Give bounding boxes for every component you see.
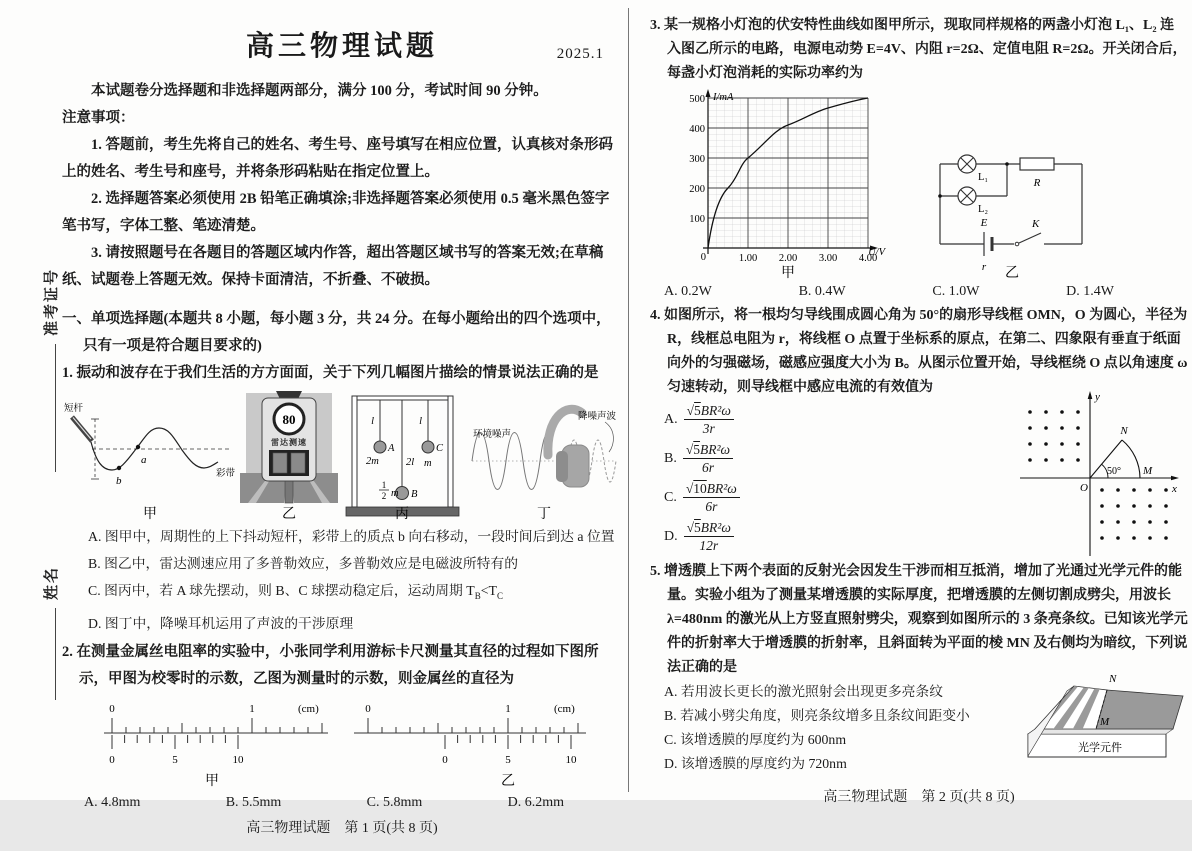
radical: √	[685, 480, 694, 496]
q1-option-c-sub2: C	[496, 590, 503, 601]
page-2	[650, 8, 1188, 820]
vernier-ticks	[445, 735, 571, 749]
fig-sign-caption: 乙	[282, 507, 296, 522]
q1-option-c-sub1: B	[474, 590, 481, 601]
q4-option-a-id: A.	[664, 411, 678, 427]
q1-option-c-mid: <T	[480, 583, 497, 598]
main-1: 1	[249, 702, 255, 715]
main-scale-ticks	[368, 718, 578, 733]
question-3-figures	[670, 88, 1188, 280]
ambient-noise-label: 环境噪声	[473, 430, 512, 440]
page-divider	[628, 8, 629, 792]
origin-label: O	[1080, 482, 1088, 494]
ytick-500: 500	[689, 94, 705, 105]
vernier-10: 10	[232, 753, 244, 766]
q4-option-c-fraction	[683, 481, 740, 514]
origin-label: 0	[700, 252, 706, 263]
q4-option-d-fraction	[684, 520, 734, 553]
y-axis-arrow	[706, 89, 711, 97]
lamp-2-label: L₂	[978, 204, 989, 215]
point-b-dot	[117, 466, 121, 470]
exam-date: 2025.1	[556, 46, 604, 62]
fig-vernier-measure	[348, 697, 590, 789]
resistor-label: R	[1033, 177, 1041, 189]
point-N-label: N	[1120, 425, 1128, 437]
xtick-4: 4.00	[858, 253, 878, 264]
q1-option-a: A. 图甲中，周期性的上下抖动短杆，彩带上的质点 b 向右移动，一段时间后到达 a 位置	[88, 529, 615, 544]
fig-graph-caption: 甲	[781, 266, 795, 281]
ball-B-label: B	[411, 489, 418, 500]
radicand: 5	[694, 519, 701, 535]
mass-B-numerator: 1	[381, 480, 387, 490]
y-axis-arrow	[1088, 391, 1093, 399]
page-2-footer: 高三物理试题 第 2 页(共 8 页)	[823, 790, 1015, 805]
vernier-10: 10	[565, 753, 577, 766]
anti-noise-label: 降噪声波	[577, 412, 616, 422]
q4-option-c-id: C.	[664, 489, 677, 505]
ball-C	[422, 441, 434, 453]
main-scale-ticks	[112, 718, 322, 733]
digit-cell-2	[291, 453, 305, 473]
y-axis-label: I/mA	[713, 92, 734, 103]
fig-vernier2-caption: 乙	[501, 773, 515, 789]
header	[62, 24, 622, 64]
fig-circuit	[912, 126, 1102, 280]
q1-option-c-pre: C. 图丙中，若 A 球先摆动，则 B、C 球摆动稳定后，运动周期 T	[88, 583, 475, 598]
fig-vernier1-caption: 甲	[205, 773, 219, 789]
junction-dot-left	[938, 194, 942, 198]
ear-pad	[556, 451, 568, 482]
arc-NM	[1122, 440, 1140, 478]
frame-right-post	[448, 396, 453, 507]
ball-C-label: C	[436, 443, 444, 454]
switch-lever	[1019, 233, 1041, 243]
q2-option-b: B. 5.5mm	[225, 794, 282, 810]
q2-option-d: D. 6.2mm	[507, 794, 564, 810]
vernier-0: 0	[109, 753, 115, 766]
field-dots-quadrant-4	[1100, 488, 1170, 542]
q5-option-b: B. 若减小劈尖角度，则亮条纹增多且条纹间距变小	[664, 708, 970, 723]
length-C-label: l	[419, 416, 422, 427]
section-1-heading: 一、单项选择题(本题共 8 小题，每小题 3 分，共 24 分。在每小题给出的四个选项中，只有一项是符合题目要求的)	[62, 311, 611, 354]
xtick-3: 3.00	[818, 253, 838, 264]
angle-label: 50°	[1107, 466, 1121, 477]
radical: √	[685, 441, 694, 457]
q2-option-a: A. 4.8mm	[84, 794, 141, 810]
notice-1: 1. 答题前，考生先将自己的姓名、考生号、座号填写在相应位置，认真核对条形码上的姓名、考生号和座号，并将条形码粘贴在指定位置上。	[62, 137, 613, 180]
ball-A	[374, 441, 386, 453]
switch-label: K	[1032, 218, 1040, 230]
ribbon-label: 彩带	[215, 469, 235, 479]
expression: BR²ω	[700, 441, 731, 457]
optical-element-label: 光学元件	[1078, 742, 1122, 754]
fig-radar-speed-sign	[240, 391, 338, 523]
q5-option-d: D. 该增透膜的厚度约为 720nm	[664, 756, 847, 771]
unit-label: (cm)	[554, 702, 575, 715]
fig-vernier-zero	[92, 697, 334, 789]
internal-resistance-label: r	[981, 261, 987, 273]
fig-head-caption: 丁	[537, 507, 551, 522]
frame-top-bar	[352, 396, 453, 400]
rod-label: 短杆	[64, 404, 84, 414]
denominator: 3r	[702, 420, 715, 436]
sign-pole	[285, 479, 293, 503]
exam-no-label: 准考证号	[44, 267, 60, 336]
question-1-figures	[62, 391, 622, 523]
ytick-300: 300	[689, 154, 705, 165]
radical: √	[686, 402, 695, 418]
xtick-2: 2.00	[778, 253, 798, 264]
notice-heading: 注意事项：	[62, 110, 135, 126]
fig-pend-caption: 丙	[395, 507, 409, 522]
mass-B-denominator: 2	[381, 491, 387, 501]
page-1	[62, 16, 622, 851]
lamp-1-label: L₁	[978, 172, 989, 183]
emf-label: E	[980, 217, 988, 229]
question-3-text: 3. 某一规格小灯泡的伏安特性曲线如图甲所示，现取同样规格的两盏小灯泡 L₁、L₂ 连入图乙所示的电路，电源电动势 E=4V、内阻 r=2Ω、定值电阻 R=2Ω。开关闭合后，每盏小灯泡消耗的实际功率约为	[650, 18, 1187, 81]
fig-wave-caption: 甲	[143, 507, 157, 522]
q3-option-b: B. 0.4W	[798, 284, 846, 299]
q5-option-c: C. 该增透膜的厚度约为 600nm	[664, 732, 847, 747]
seal-name	[40, 566, 61, 700]
question-4-text: 4. 如图所示，将一根均匀导线围成圆心角为 50°的扇形导线框 OMN，O 为圆心，半径为 R，线框总电阻为 r，将线框 O 点置于坐标系的原点，在第二、四象限有垂直于纸面向外的匀强磁场，磁感应强度大小为 B。从图示位置开始，导线框绕 O 点以角速度 ω 匀速转动，则导线框中感应电流的有效值为	[650, 308, 1188, 395]
q1-option-c	[88, 577, 622, 610]
vernier-ticks	[112, 735, 238, 749]
question-5-text: 5. 增透膜上下两个表面的反射光会因发生干涉而相互抵消，增加了光通过光学元件的能量。实验小组为了测量某增透膜的实际厚度，把增透膜的左侧切割成劈尖，用波长 λ=480nm 的激光从上方竖直照射劈尖，观察到如图所示的 3 条亮条纹。已知该光学元件的折射率大于增透膜的折射率，且斜面转为平面的棱 MN 及右侧均为暗纹，下列说法正确的是	[650, 564, 1188, 675]
q4-option-b-fraction	[683, 442, 733, 475]
q2-options	[62, 795, 564, 811]
switch-pivot	[1015, 242, 1019, 246]
ball-A-label: A	[388, 443, 395, 454]
exam-no-blank-line	[42, 344, 56, 472]
ytick-100: 100	[689, 214, 705, 225]
q2-option-c: C. 5.8mm	[366, 794, 423, 810]
xtick-1: 1.00	[738, 253, 758, 264]
radar-text: 雷达测速	[271, 438, 307, 447]
main-0: 0	[365, 702, 371, 715]
vernier-5: 5	[172, 753, 178, 766]
question-1-text: 1. 振动和波存在于我们生活的方方面面，关于下列几幅图片描绘的情景说法正确的是	[62, 365, 599, 381]
frame-left-post	[352, 396, 357, 507]
q3-options	[650, 284, 1114, 300]
name-label: 姓名	[44, 565, 60, 600]
point-a-label: a	[141, 454, 147, 466]
expression: BR²ω	[700, 519, 731, 535]
radicand: 5	[693, 441, 701, 457]
junction-dot-right	[1005, 162, 1009, 166]
main-1: 1	[505, 702, 511, 715]
q3-option-a: A. 0.2W	[664, 284, 712, 299]
point-a-dot	[136, 445, 140, 449]
main-0: 0	[109, 702, 115, 715]
q3-option-d: D. 1.4W	[1066, 284, 1114, 299]
unit-label: (cm)	[298, 702, 319, 715]
question-5-options-block	[650, 673, 1188, 776]
fig-noise-cancelling	[468, 391, 620, 523]
denominator: 6r	[705, 498, 718, 514]
resistor-symbol	[1020, 158, 1054, 170]
ytick-200: 200	[689, 184, 705, 195]
mass-B-unit: m	[391, 488, 399, 499]
q4-option-a-fraction	[684, 403, 734, 436]
length-B-label: 2l	[406, 457, 415, 468]
rod-highlight	[73, 418, 91, 440]
q4-option-d-id: D.	[664, 528, 678, 544]
name-blank-line	[42, 608, 56, 700]
point-b-label: b	[116, 475, 122, 487]
notice-2: 2. 选择题答案必须使用 2B 铅笔正确填涂;非选择题答案必须使用 0.5 毫米黑色签字笔书写，字体工整、笔迹清楚。	[62, 191, 610, 234]
digit-cell-1	[273, 453, 287, 473]
field-dots-quadrant-2	[1024, 408, 1086, 464]
mass-C-label: m	[424, 458, 432, 469]
fig-pendulums	[340, 391, 466, 523]
question-2-figures	[92, 697, 622, 789]
fig-iv-graph	[670, 88, 886, 280]
denominator: 12r	[699, 537, 719, 553]
x-axis-label: U/V	[868, 247, 885, 258]
fig-circuit-caption: 乙	[1005, 266, 1019, 281]
fig-sector-coil	[1010, 386, 1182, 564]
point-M-label: M	[1100, 716, 1110, 728]
x-label: x	[1172, 483, 1177, 495]
radicand: 5	[694, 402, 701, 418]
vernier-5: 5	[505, 753, 511, 766]
y-label: y	[1095, 391, 1100, 403]
seal-exam-no	[40, 268, 61, 472]
expression: BR²ω	[706, 480, 737, 496]
q4-option-b-id: B.	[664, 450, 677, 466]
expression: BR²ω	[700, 402, 731, 418]
question-2-text: 2. 在测量金属丝电阻率的实验中，小张同学利用游标卡尺测量其直径的过程如下图所示，甲图为校零时的示数，乙图为测量时的示数，则金属丝的直径为	[62, 643, 599, 687]
wires	[940, 164, 1082, 244]
ytick-400: 400	[689, 124, 705, 135]
radicand: 10	[693, 480, 707, 496]
vernier-0: 0	[442, 753, 448, 766]
length-A-label: l	[371, 416, 374, 427]
page-title: 高三物理试题	[245, 31, 438, 62]
fig-wedge-film	[1008, 652, 1186, 764]
denominator: 6r	[701, 459, 714, 475]
q1-option-b: B. 图乙中，雷达测速应用了多普勒效应，多普勒效应是电磁波所特有的	[88, 556, 519, 571]
speed-limit-value: 80	[282, 412, 296, 427]
film-coating-edge	[1028, 729, 1173, 734]
anti-noise-pointer	[605, 422, 613, 452]
q5-option-a: A. 若用波长更长的激光照射会出现更多亮条纹	[664, 684, 944, 699]
intro-text: 本试题卷分选择题和非选择题两部分，满分 100 分，考试时间 90 分钟。	[91, 83, 548, 99]
fig-wave-ribbon	[62, 391, 238, 523]
mass-A-label: 2m	[366, 456, 379, 467]
q3-option-c: C. 1.0W	[932, 284, 980, 299]
question-4-options-block	[650, 391, 1188, 556]
radical: √	[686, 519, 695, 535]
notice-3: 3. 请按照题号在各题目的答题区域内作答，超出答题区域书写的答案无效;在草稿纸、试题卷上答题无效。保持卡面清洁，不折叠、不破损。	[62, 245, 604, 288]
page-1-footer: 高三物理试题 第 1 页(共 8 页)	[246, 820, 438, 836]
point-N-label: N	[1109, 673, 1117, 685]
x-axis-arrow	[1171, 476, 1179, 481]
point-M-label: M	[1143, 465, 1153, 477]
q1-option-d: D. 图丁中，降噪耳机运用了声波的干涉原理	[88, 615, 354, 631]
